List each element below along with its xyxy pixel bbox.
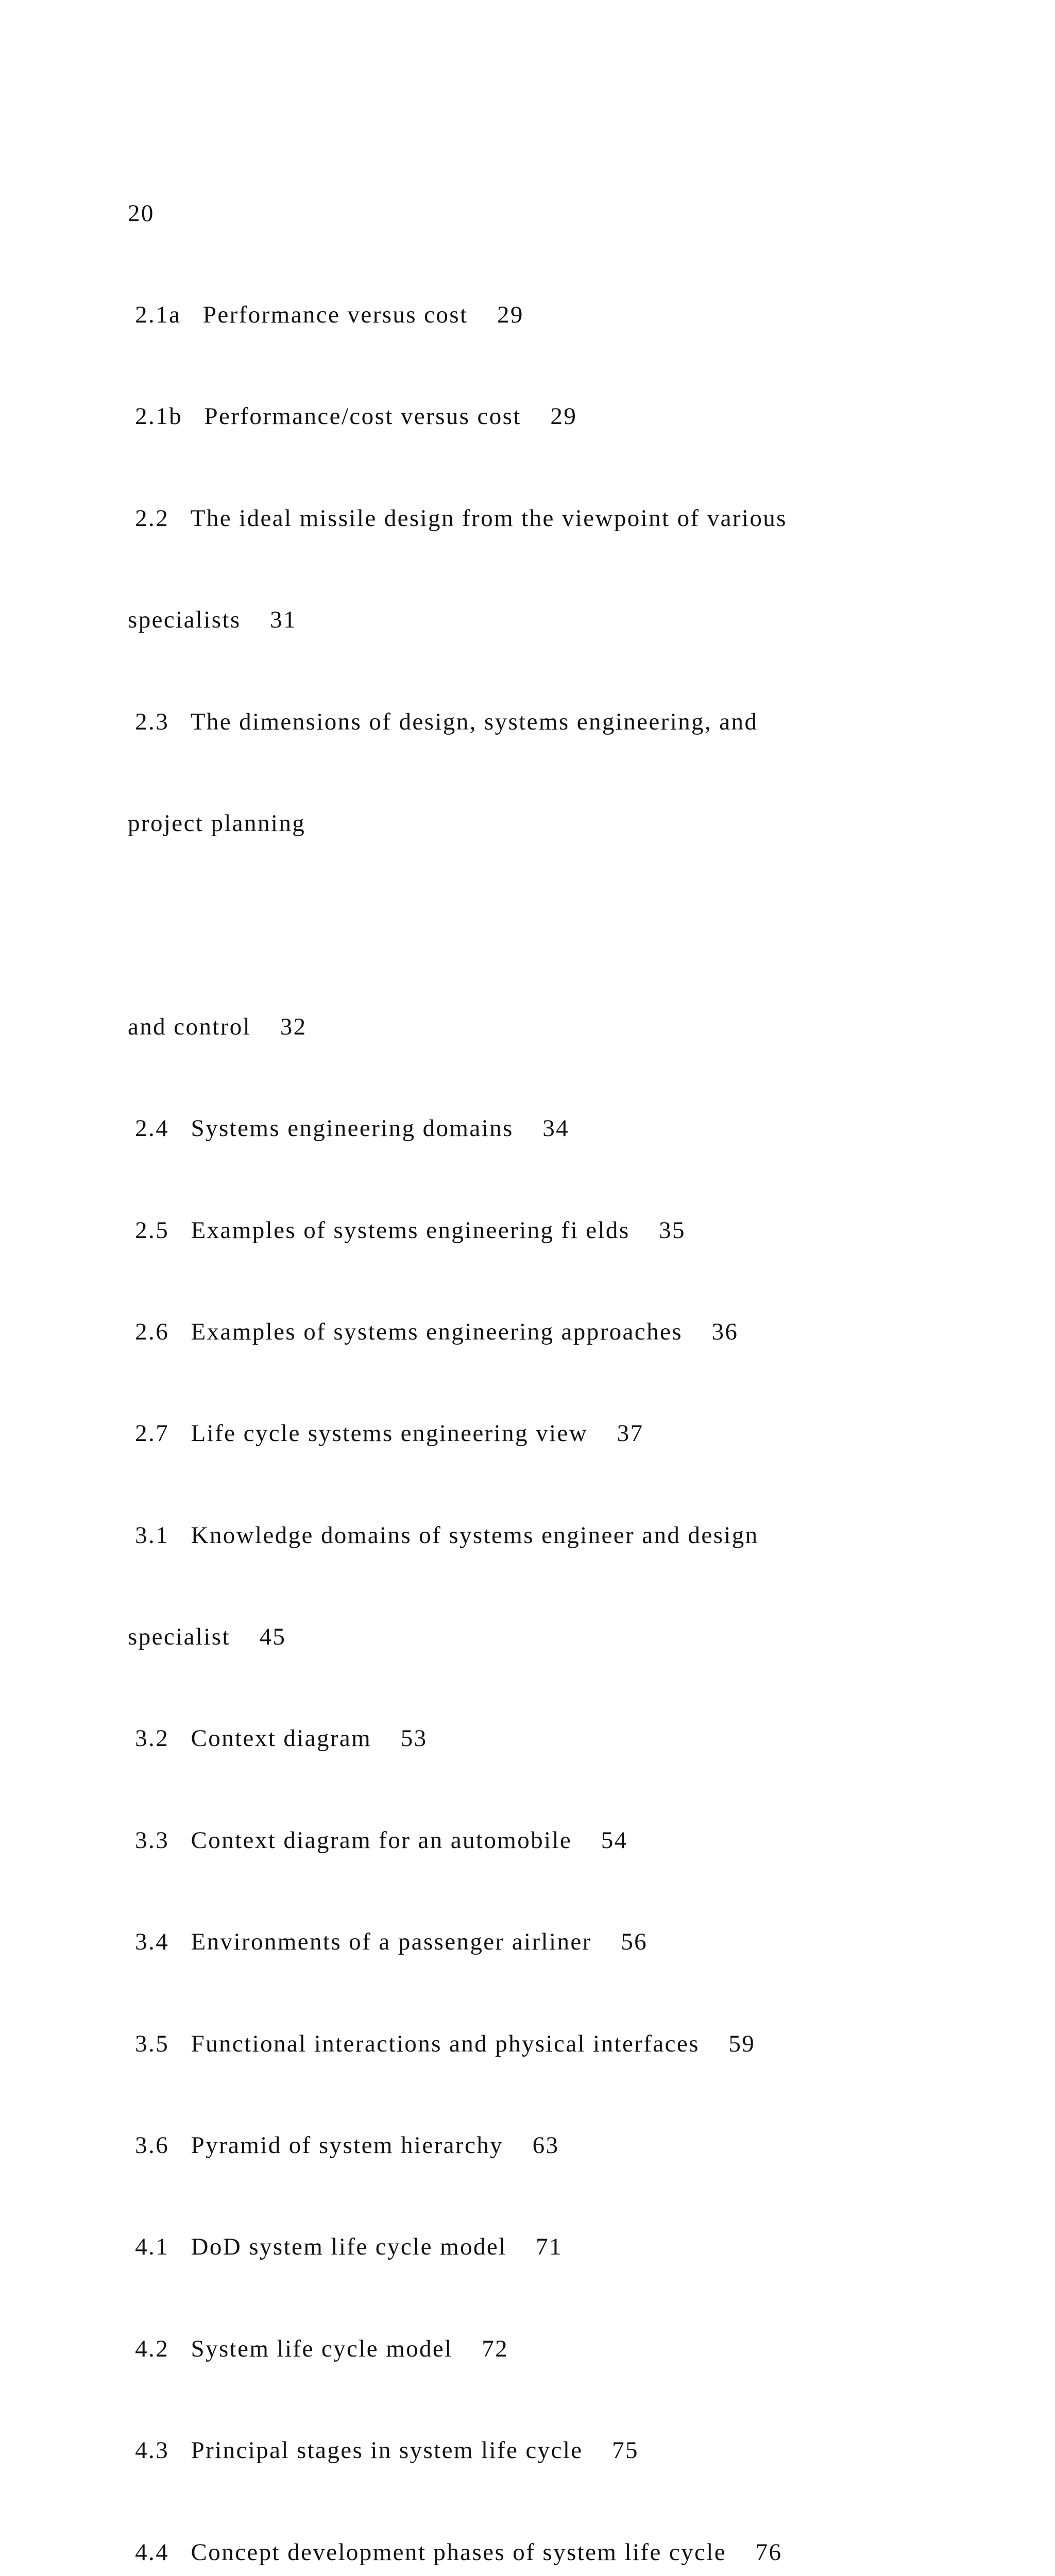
list-entry-2-3-cont-2: and control 32 [128, 1013, 307, 1040]
list-entry-2-3-cont: project planning [128, 809, 306, 837]
list-entry-2-4: 2.4 Systems engineering domains 34 [128, 1115, 570, 1142]
list-entry-2-1b: 2.1b Performance/cost versus cost 29 [128, 403, 577, 430]
list-entry-3-3: 3.3 Context diagram for an automobile 54 [128, 1826, 628, 1854]
list-entry-4-2: 4.2 System life cycle model 72 [128, 2335, 509, 2362]
list-entry-3-1-cont: specialist 45 [128, 1623, 286, 1651]
list-entry-4-1: 4.1 DoD system life cycle model 71 [128, 2233, 563, 2261]
list-entry-4-3: 4.3 Principal stages in system life cycle 75 [128, 2437, 639, 2464]
list-entry-2-2: 2.2 The ideal missile design from the viewpoint of various [128, 504, 787, 532]
list-entry-2-6: 2.6 Examples of systems engineering approaches 36 [128, 1318, 739, 1345]
list-entry-2-7: 2.7 Life cycle systems engineering view 37 [128, 1420, 644, 1447]
list-entry-3-5: 3.5 Functional interactions and physical interfaces 59 [128, 2030, 756, 2057]
page-number-line: 20 [128, 199, 155, 227]
list-entry-4-4: 4.4 Concept development phases of system life cycle 76 [128, 2538, 782, 2566]
list-entry-2-3: 2.3 The dimensions of design, systems engineering, and [128, 708, 758, 735]
blank-line [128, 908, 1003, 942]
list-entry-3-6: 3.6 Pyramid of system hierarchy 63 [128, 2132, 559, 2159]
list-entry-2-2-cont: specialists 31 [128, 606, 297, 634]
list-entry-3-1: 3.1 Knowledge domains of systems engineer and design [128, 1521, 759, 1549]
list-entry-3-4: 3.4 Environments of a passenger airliner 56 [128, 1928, 648, 1956]
list-entry-2-1a: 2.1a Performance versus cost 29 [128, 301, 524, 328]
list-entry-2-5: 2.5 Examples of systems engineering fi elds 35 [128, 1216, 686, 1244]
list-entry-3-2: 3.2 Context diagram 53 [128, 1725, 428, 1752]
illustrations-list-text [128, 129, 1003, 2576]
